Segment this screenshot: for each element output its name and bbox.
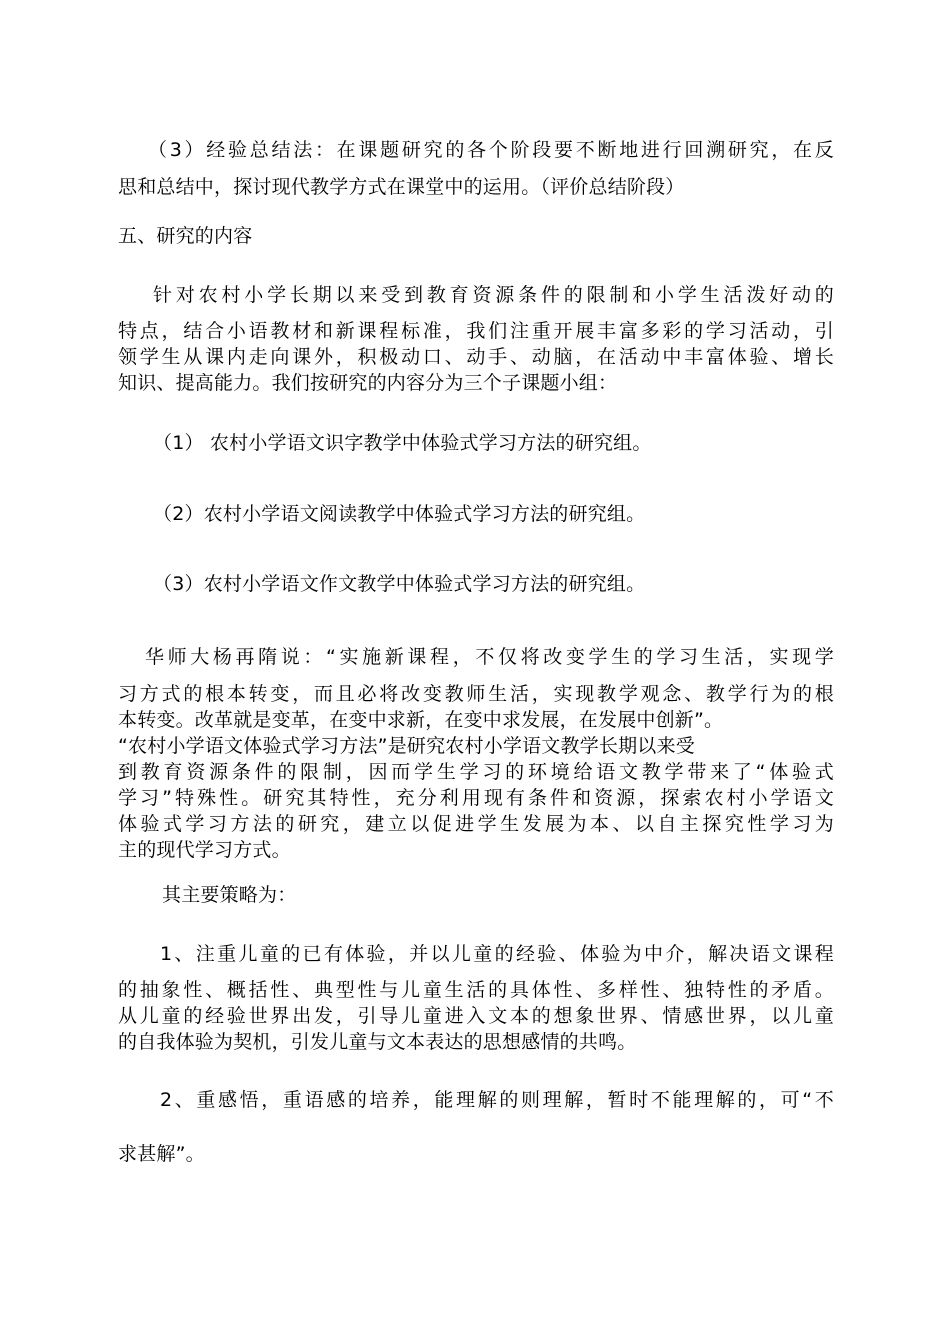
text-line: 习方式的根本转变，而且必将改变教师生活，实现教学观念、教学行为的根 (118, 683, 834, 705)
text-line: 华师大杨再隋说：“实施新课程，不仅将改变学生的学习生活，实现学 (145, 646, 834, 668)
list-item: （3）农村小学语文作文教学中体验式学习方法的研究组。 (153, 573, 646, 595)
section-heading: 五、研究的内容 (118, 225, 253, 247)
text-line: （3）经验总结法：在课题研究的各个阶段要不断地进行回溯研究，在反 (148, 139, 834, 161)
text-line: 学习”特殊性。研究其特性，充分利用现有条件和资源，探索农村小学语文 (118, 787, 834, 809)
list-item: （1） 农村小学语文识字教学中体验式学习方法的研究组。 (153, 432, 652, 454)
text-line: 体验式学习方法的研究，建立以促进学生发展为本、以自主探究性学习为 (118, 813, 834, 835)
text-line: 的自我体验为契机，引发儿童与文本表达的思想感情的共鸣。 (118, 1031, 637, 1053)
text-line: 求甚解”。 (118, 1143, 205, 1165)
strategy-heading: 其主要策略为： (162, 884, 297, 906)
text-line: 主的现代学习方式。 (118, 839, 291, 861)
text-line: 的抽象性、概括性、典型性与儿童生活的具体性、多样性、独特性的矛盾。 (118, 979, 834, 1001)
text-line: 到教育资源条件的限制，因而学生学习的环境给语文教学带来了“体验式 (118, 761, 834, 783)
text-line: 2、重感悟，重语感的培养，能理解的则理解，暂时不能理解的，可“不 (160, 1089, 834, 1111)
text-line: 领学生从课内走向课外，积极动口、动手、动脑，在活动中丰富体验、增长 (118, 346, 834, 368)
text-line: 针对农村小学长期以来受到教育资源条件的限制和小学生活泼好动的 (153, 284, 834, 306)
text-line: 1、注重儿童的已有体验，并以儿童的经验、体验为中介，解决语文课程 (160, 943, 834, 965)
text-line: 特点，结合小语教材和新课程标准，我们注重开展丰富多彩的学习活动，引 (118, 320, 834, 342)
list-item: （2）农村小学语文阅读教学中体验式学习方法的研究组。 (153, 503, 646, 525)
text-line: “农村小学语文体验式学习方法”是研究农村小学语文教学长期以来受 (118, 735, 695, 757)
text-line: 思和总结中，探讨现代教学方式在课堂中的运用。（评价总结阶段） (118, 176, 685, 198)
text-line: 知识、提高能力。我们按研究的内容分为三个子课题小组： (118, 372, 618, 394)
text-line: 本转变。改革就是变革，在变中求新，在变中求发展，在发展中创新”。 (118, 709, 724, 731)
text-line: 从儿童的经验世界出发，引导儿童进入文本的想象世界、情感世界，以儿童 (118, 1005, 834, 1027)
